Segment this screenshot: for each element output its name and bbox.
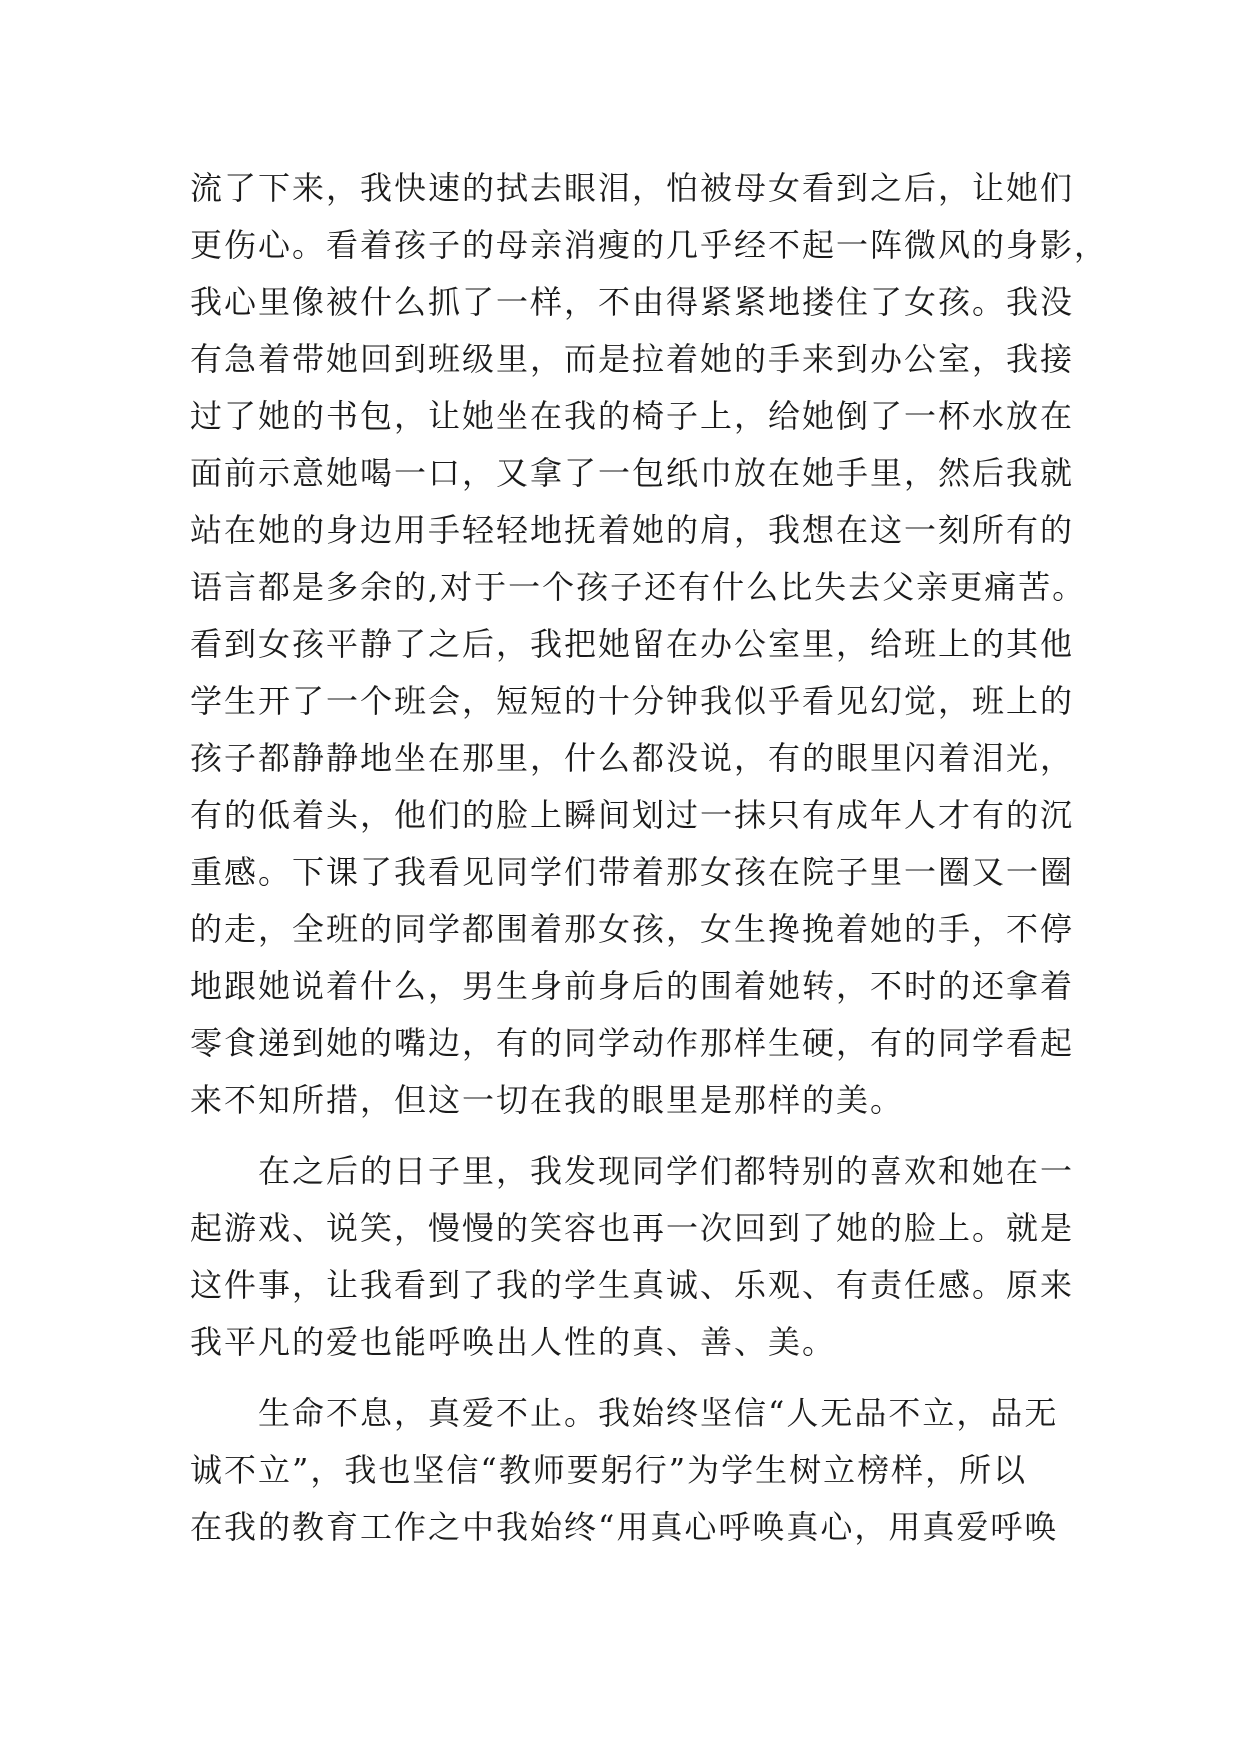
text-line: 看到女孩平静了之后，我把她留在办公室里，给班上的其他 (190, 625, 1075, 663)
text-line: 在之后的日子里，我发现同学们都特别的喜欢和她在一 (190, 1152, 1075, 1190)
paragraph-spacing (190, 1129, 1090, 1143)
text-line: 的走，全班的同学都围着那女孩，女生搀挽着她的手，不停 (190, 910, 1075, 948)
text-line: 语言都是多余的,对于一个孩子还有什么比失去父亲更痛苦。 (190, 568, 1087, 606)
text-line: 孩子都静静地坐在那里，什么都没说，有的眼里闪着泪光， (190, 739, 1075, 777)
paragraph (190, 1385, 1090, 1556)
text-line: 这件事，让我看到了我的学生真诚、乐观、有责任感。原来 (190, 1266, 1075, 1304)
text-line: 学生开了一个班会，短短的十分钟我似乎看见幻觉，班上的 (190, 682, 1075, 720)
paragraph-spacing (190, 1371, 1090, 1385)
text-line: 在我的教育工作之中我始终“用真心呼唤真心，用真爱呼唤 (190, 1508, 1059, 1546)
text-line: 起游戏、说笑，慢慢的笑容也再一次回到了她的脸上。就是 (190, 1209, 1075, 1247)
text-line: 我平凡的爱也能呼唤出人性的真、善、美。 (190, 1323, 837, 1361)
text-line: 诚不立”，我也坚信“教师要躬行”为学生树立榜样，所以 (190, 1451, 1028, 1489)
text-line: 流了下来，我快速的拭去眼泪，怕被母女看到之后，让她们 (190, 169, 1075, 207)
text-line: 地跟她说着什么，男生身前身后的围着她转，不时的还拿着 (190, 967, 1075, 1005)
paragraph (190, 1143, 1090, 1371)
text-line: 零食递到她的嘴边，有的同学动作那样生硬，有的同学看起 (190, 1024, 1075, 1062)
text-line: 生命不息，真爱不止。我始终坚信“人无品不立，品无 (190, 1394, 1059, 1432)
body-text (190, 160, 1109, 1556)
paragraph (190, 160, 1109, 1129)
text-line: 面前示意她喝一口，又拿了一包纸巾放在她手里，然后我就 (190, 454, 1075, 492)
text-line: 重感。下课了我看见同学们带着那女孩在院子里一圈又一圈 (190, 853, 1075, 891)
text-line: 过了她的书包，让她坐在我的椅子上，给她倒了一杯水放在 (190, 397, 1075, 435)
text-line: 更伤心。看着孩子的母亲消瘦的几乎经不起一阵微风的身影， (190, 226, 1109, 264)
text-line: 我心里像被什么抓了一样，不由得紧紧地搂住了女孩。我没 (190, 283, 1075, 321)
text-line: 站在她的身边用手轻轻地抚着她的肩，我想在这一刻所有的 (190, 511, 1075, 549)
text-line: 来不知所措，但这一切在我的眼里是那样的美。 (190, 1081, 905, 1119)
text-line: 有的低着头，他们的脸上瞬间划过一抹只有成年人才有的沉 (190, 796, 1075, 834)
text-line: 有急着带她回到班级里，而是拉着她的手来到办公室，我接 (190, 340, 1075, 378)
